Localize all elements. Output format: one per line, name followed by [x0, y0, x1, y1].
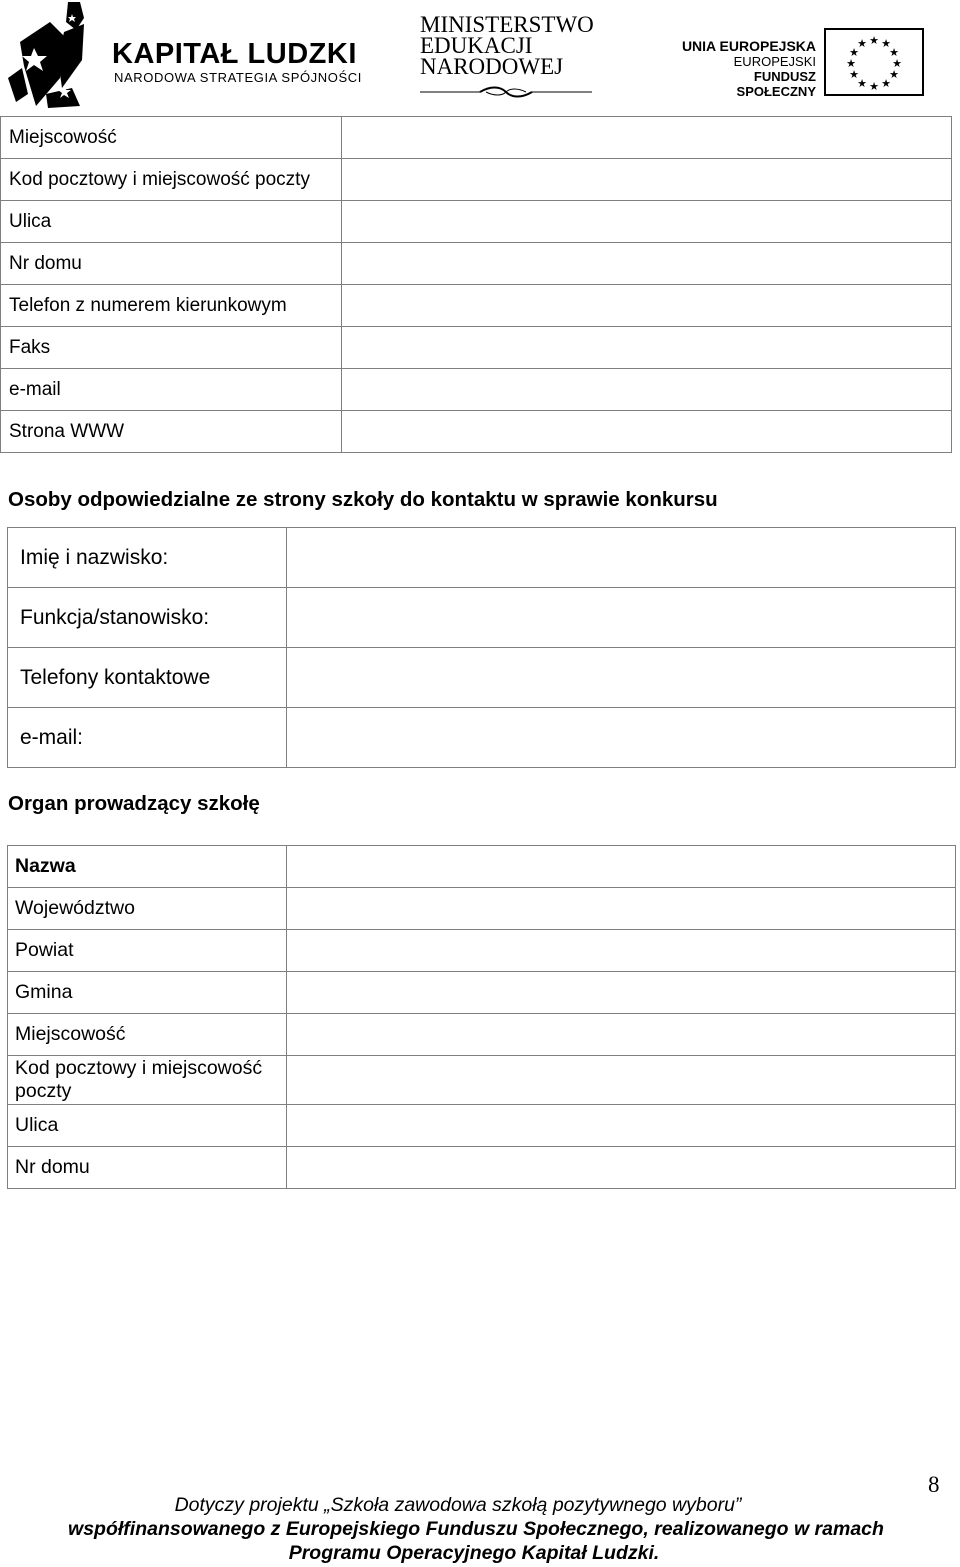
row-label: Faks: [1, 327, 342, 369]
row-label: e-mail: [1, 369, 342, 411]
row-label: Powiat: [8, 930, 287, 972]
svg-text:★: ★: [869, 34, 879, 47]
row-label: Kod pocztowy i miejscowość poczty: [8, 1056, 287, 1105]
table-row: [8, 888, 956, 930]
contact-email-field[interactable]: [287, 708, 956, 768]
table-row: [8, 1056, 956, 1105]
kapital-ludzki-emblem-icon: [6, 2, 106, 110]
row-label: Gmina: [8, 972, 287, 1014]
email-field[interactable]: [342, 369, 952, 411]
ministry-line-3: NARODOWEJ: [420, 54, 564, 79]
table-row: [8, 1105, 956, 1147]
svg-text:★: ★: [849, 46, 859, 59]
eu-line-2: EUROPEJSKI: [733, 54, 816, 69]
nazwa-field[interactable]: [287, 846, 956, 888]
row-label: Ulica: [1, 201, 342, 243]
footer-line-2: współfinansowanego z Europejskiego Funduszu Społecznego, realizowanego w ramach: [68, 1518, 884, 1540]
table-row: [8, 1014, 956, 1056]
authority-kod-pocztowy-field[interactable]: [287, 1056, 956, 1105]
table-row: [8, 648, 956, 708]
row-label: Telefon z numerem kierunkowym: [1, 285, 342, 327]
table-row: [1, 411, 952, 453]
ministry-ornament-icon: [420, 84, 592, 98]
authority-table: [7, 845, 956, 1189]
imie-nazwisko-field[interactable]: [287, 528, 956, 588]
table-row: [8, 846, 956, 888]
svg-text:★: ★: [892, 57, 902, 70]
authority-nr-domu-field[interactable]: [287, 1147, 956, 1189]
svg-text:★: ★: [889, 46, 899, 59]
svg-text:★: ★: [857, 77, 867, 90]
kod-pocztowy-field[interactable]: [342, 159, 952, 201]
row-label: Strona WWW: [1, 411, 342, 453]
authority-miejscowosc-field[interactable]: [287, 1014, 956, 1056]
school-address-table: [0, 116, 952, 453]
telefon-field[interactable]: [342, 285, 952, 327]
eu-text: [676, 38, 816, 99]
row-label: Województwo: [8, 888, 287, 930]
table-row: [8, 588, 956, 648]
svg-text:★: ★: [869, 80, 879, 93]
contact-persons-table: [7, 527, 956, 768]
faks-field[interactable]: [342, 327, 952, 369]
table-row: [1, 369, 952, 411]
row-label: e-mail:: [8, 708, 287, 768]
miejscowosc-field[interactable]: [342, 117, 952, 159]
kapital-ludzki-subtitle: NARODOWA STRATEGIA SPÓJNOŚCI: [114, 70, 362, 85]
table-row: [8, 708, 956, 768]
table-row: [1, 117, 952, 159]
kapital-ludzki-logo: [6, 2, 362, 110]
table-row: [8, 930, 956, 972]
footer-line-3: Programu Operacyjnego Kapitał Ludzki.: [288, 1542, 660, 1564]
row-label: Imię i nazwisko:: [8, 528, 287, 588]
svg-text:★: ★: [881, 37, 891, 50]
row-label: Miejscowość: [1, 117, 342, 159]
page-header: [0, 0, 960, 112]
ministry-logo: [420, 14, 592, 100]
contact-section-heading: Osoby odpowiedzialne ze strony szkoły do kontaktu w sprawie konkursu: [8, 488, 718, 511]
ulica-field[interactable]: [342, 201, 952, 243]
footer-line-1: Dotyczy projektu „Szkoła zawodowa szkołą pozytywnego wyboru”: [174, 1494, 742, 1516]
row-label: Nazwa: [8, 846, 287, 888]
row-label: Funkcja/stanowisko:: [8, 588, 287, 648]
svg-text:★: ★: [857, 37, 867, 50]
eu-line-3: FUNDUSZ SPOŁECZNY: [736, 69, 816, 99]
table-row: [1, 327, 952, 369]
svg-text:★: ★: [846, 57, 856, 70]
telefony-kontaktowe-field[interactable]: [287, 648, 956, 708]
funkcja-stanowisko-field[interactable]: [287, 588, 956, 648]
table-row: [8, 1147, 956, 1189]
gmina-field[interactable]: [287, 972, 956, 1014]
table-row: [8, 972, 956, 1014]
row-label: Miejscowość: [8, 1014, 287, 1056]
table-row: [1, 159, 952, 201]
eu-line-1: UNIA EUROPEJSKA: [681, 38, 816, 54]
strona-www-field[interactable]: [342, 411, 952, 453]
row-label: Nr domu: [1, 243, 342, 285]
row-label: Kod pocztowy i miejscowość poczty: [1, 159, 342, 201]
svg-text:★: ★: [849, 68, 859, 81]
authority-section-heading: Organ prowadzący szkołę: [8, 792, 260, 815]
ministry-line-1: MINISTERSTWO: [420, 12, 594, 37]
wojewodztwo-field[interactable]: [287, 888, 956, 930]
row-label: Ulica: [8, 1105, 287, 1147]
svg-text:★: ★: [889, 68, 899, 81]
ministry-line-2: EDUKACJI: [420, 33, 533, 58]
authority-ulica-field[interactable]: [287, 1105, 956, 1147]
table-row: [1, 243, 952, 285]
svg-text:★: ★: [881, 77, 891, 90]
kapital-ludzki-title: KAPITAŁ LUDZKI: [112, 38, 357, 70]
nr-domu-field[interactable]: [342, 243, 952, 285]
table-row: [1, 285, 952, 327]
table-row: [8, 528, 956, 588]
page-number: 8: [928, 1472, 940, 1497]
table-row: [1, 201, 952, 243]
row-label: Nr domu: [8, 1147, 287, 1189]
eu-flag-icon: [824, 28, 924, 96]
powiat-field[interactable]: [287, 930, 956, 972]
row-label: Telefony kontaktowe: [8, 648, 287, 708]
